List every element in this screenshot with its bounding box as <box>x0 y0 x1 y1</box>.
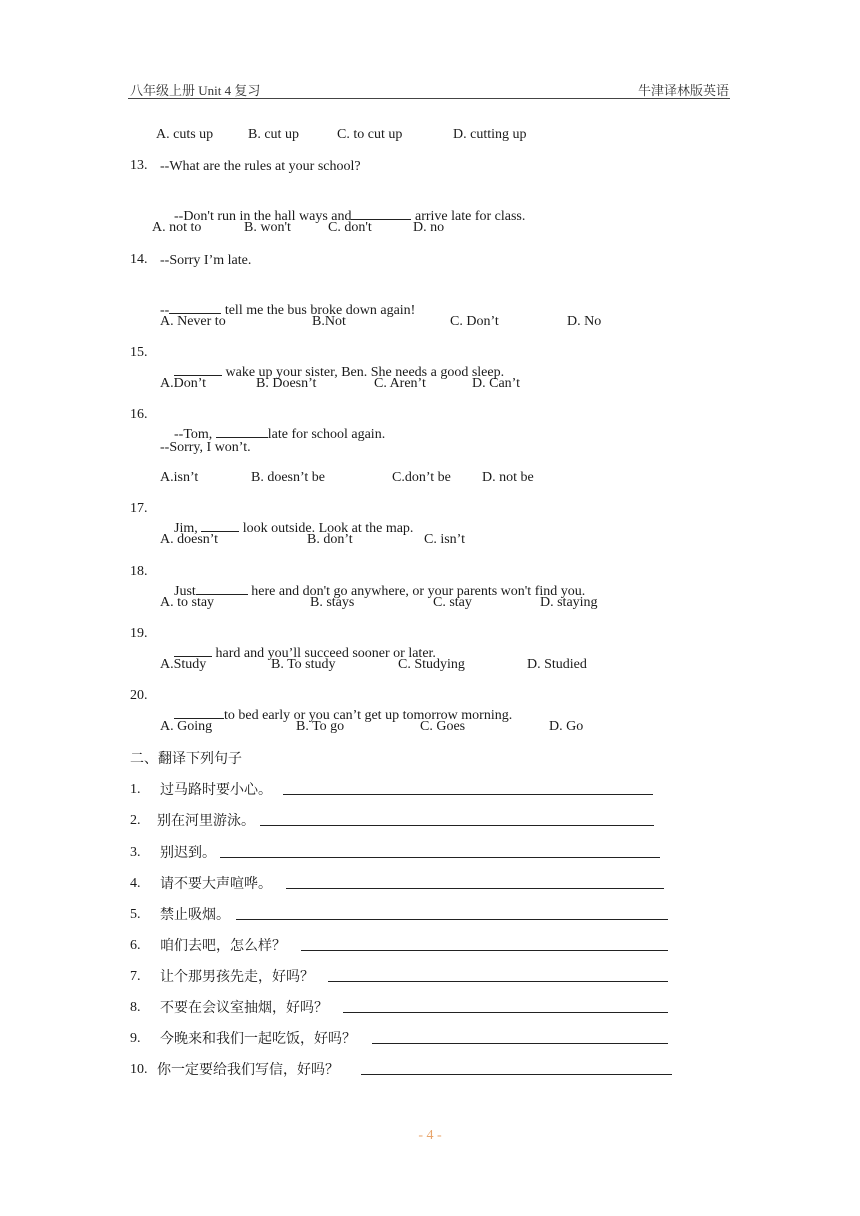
question-number: 20. <box>130 688 148 703</box>
option-d: D. Studied <box>527 657 587 672</box>
text-after-blank: tell me the bus broke down again! <box>221 303 416 318</box>
question-number: 17. <box>130 501 148 516</box>
option-a: A. Never to <box>160 314 226 329</box>
item-text: 今晚来和我们一起吃饭，好吗？ <box>160 1032 356 1047</box>
item-number: 7. <box>130 969 141 984</box>
option-a: A.isn’t <box>160 470 199 485</box>
item-number: 5. <box>130 907 141 922</box>
option-d: D. no <box>413 220 445 235</box>
section-title: 二、翻译下列句子 <box>130 752 242 767</box>
answer-line[interactable] <box>328 969 668 982</box>
answer-line[interactable] <box>220 845 660 858</box>
option-d: D. not be <box>482 470 534 485</box>
answer-line[interactable] <box>236 907 668 920</box>
answer-blank[interactable] <box>174 644 212 657</box>
item-number: 10. <box>130 1062 148 1077</box>
answer-line[interactable] <box>361 1062 672 1075</box>
text-after-blank: here and don't go anywhere, or your parents won't find you. <box>247 584 586 599</box>
question-text: --What are the rules at your school? <box>160 159 361 174</box>
text-after-blank: to bed early or you can’t get up tomorrow morning. <box>224 708 513 723</box>
question-number: 15. <box>130 345 148 360</box>
text-after-blank: arrive late for class. <box>411 209 526 224</box>
option-b: B. doesn’t be <box>251 470 326 485</box>
item-number: 6. <box>130 938 141 953</box>
page-number: - 4 - <box>418 1128 442 1143</box>
item-text: 禁止吸烟。 <box>160 908 230 923</box>
item-number: 8. <box>130 1000 141 1015</box>
option-c: C. Goes <box>420 719 466 734</box>
option-b: B. stays <box>310 595 355 610</box>
item-number: 1. <box>130 782 141 797</box>
text-before-blank: -- <box>160 303 170 318</box>
question-number: 19. <box>130 626 148 641</box>
option-a: A. Going <box>160 719 213 734</box>
question-text-line2: --Sorry, I won’t. <box>160 440 251 455</box>
option-c: C. stay <box>433 595 472 610</box>
option-c: C. isn’t <box>424 532 465 547</box>
option-d: D. cutting up <box>453 127 527 142</box>
item-text: 别在河里游泳。 <box>157 814 255 829</box>
question-number: 13. <box>130 158 148 173</box>
item-text: 咱们去吧，怎么样？ <box>160 939 286 954</box>
answer-line[interactable] <box>260 813 654 826</box>
question-text <box>160 564 585 619</box>
item-number: 3. <box>130 845 141 860</box>
option-b: B. cut up <box>248 127 299 142</box>
answer-blank[interactable] <box>174 706 224 719</box>
option-a: A.Study <box>160 657 207 672</box>
option-b: B. don’t <box>307 532 353 547</box>
option-a: A. to stay <box>160 595 215 610</box>
item-text: 别迟到。 <box>160 846 216 861</box>
option-d: D. No <box>567 314 602 329</box>
text-after-blank: late for school again. <box>267 427 386 442</box>
answer-blank[interactable] <box>196 582 248 595</box>
option-b: B. To go <box>296 719 345 734</box>
option-c: C. Don’t <box>450 314 499 329</box>
answer-line[interactable] <box>343 1000 668 1013</box>
text-after-blank: wake up your sister, Ben. She needs a good sleep. <box>222 365 505 380</box>
item-number: 9. <box>130 1031 141 1046</box>
item-number: 4. <box>130 876 141 891</box>
option-c: C. don't <box>328 220 372 235</box>
header-right-title: 牛津译林版英语 <box>637 83 729 98</box>
answer-blank[interactable] <box>169 301 221 314</box>
answer-line[interactable] <box>301 938 668 951</box>
option-d: D. Go <box>549 719 584 734</box>
option-b: B. To study <box>271 657 336 672</box>
option-c: C. Studying <box>398 657 465 672</box>
question-number: 16. <box>130 407 148 422</box>
option-c: C. Aren’t <box>374 376 426 391</box>
answer-line[interactable] <box>372 1031 668 1044</box>
header-divider <box>128 98 730 99</box>
option-a: A. not to <box>152 220 202 235</box>
answer-line[interactable] <box>283 782 653 795</box>
option-b: B.Not <box>312 314 346 329</box>
text-after-blank: look outside. Look at the map. <box>239 521 414 536</box>
option-c: C. to cut up <box>337 127 403 142</box>
item-text: 不要在会议室抽烟，好吗？ <box>160 1001 328 1016</box>
item-text: 过马路时要小心。 <box>160 783 272 798</box>
option-d: D. Can’t <box>472 376 520 391</box>
item-text: 让个那男孩先走，好吗？ <box>160 970 314 985</box>
item-number: 2. <box>130 813 141 828</box>
header-left-title: 八年级上册 Unit 4 复习 <box>130 83 261 98</box>
option-d: D. staying <box>540 595 598 610</box>
answer-blank[interactable] <box>201 519 239 532</box>
text-after-blank: hard and you’ll succeed sooner or later. <box>212 646 436 661</box>
item-text: 请不要大声喧哗。 <box>160 877 272 892</box>
option-a: A.Don’t <box>160 376 207 391</box>
option-b: B. Doesn’t <box>256 376 317 391</box>
text-before-blank: Just <box>174 584 196 599</box>
text-before-blank: --Don't run in the hall ways and <box>174 209 352 224</box>
question-text <box>160 345 504 400</box>
item-text: 你一定要给我们写信，好吗？ <box>157 1063 339 1078</box>
text-before-blank: Jim, <box>174 521 202 536</box>
option-c: C.don’t be <box>392 470 451 485</box>
answer-line[interactable] <box>286 876 664 889</box>
question-text: --Sorry I’m late. <box>160 253 252 268</box>
answer-blank[interactable] <box>216 425 268 438</box>
question-number: 18. <box>130 564 148 579</box>
option-a: A. cuts up <box>156 127 214 142</box>
option-b: B. won't <box>244 220 291 235</box>
answer-blank[interactable] <box>174 363 222 376</box>
option-a: A. doesn’t <box>160 532 219 547</box>
answer-blank[interactable] <box>351 207 411 220</box>
text-before-blank: --Tom, <box>174 427 216 442</box>
question-number: 14. <box>130 252 148 267</box>
